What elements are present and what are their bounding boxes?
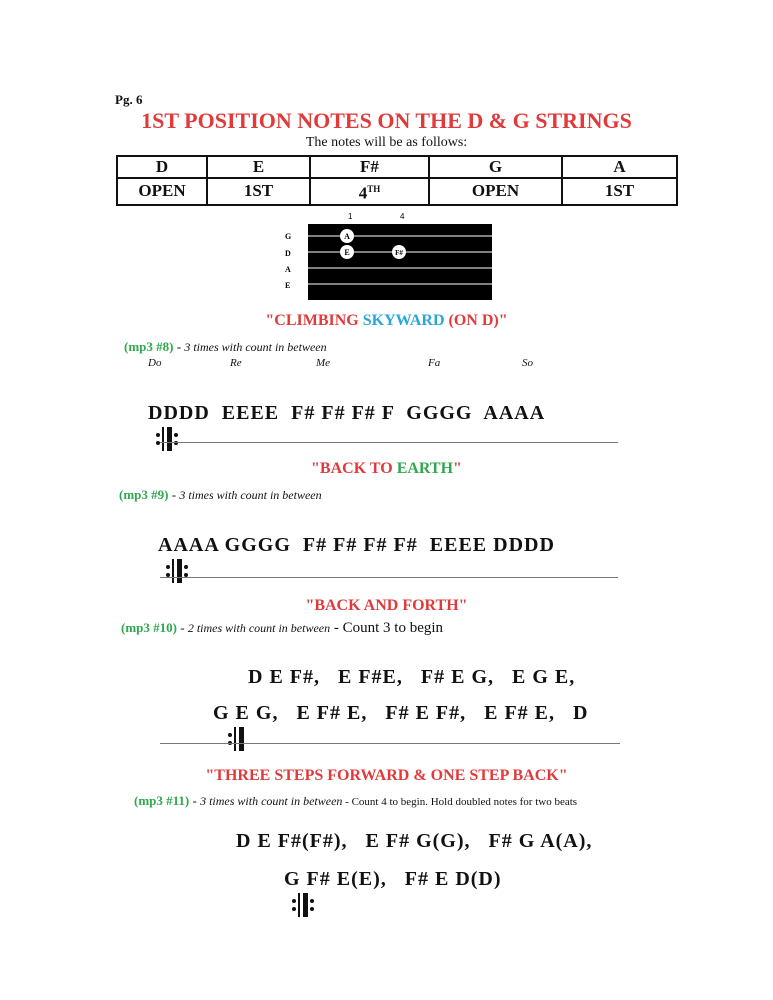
string-label: A	[285, 265, 291, 274]
exercise-title	[0, 597, 773, 615]
position-cell: OPEN	[429, 178, 562, 205]
exercise-title	[0, 767, 773, 785]
mp3-link[interactable]: (mp3 #10)	[121, 620, 177, 635]
fretboard-body	[308, 224, 492, 300]
page-title: 1ST POSITION NOTES ON THE D & G STRINGS	[141, 108, 632, 133]
divider	[160, 743, 620, 744]
notes-row	[117, 156, 677, 178]
finger-dot-label: F#	[395, 249, 403, 257]
note-cell: E	[207, 156, 310, 178]
notes-text: G E G, E F# E, F# E F#, E F# E, D	[213, 702, 589, 724]
finger-dot-label: E	[344, 248, 350, 257]
finger-dot-label: A	[344, 232, 350, 241]
title-part: "CLIMBING	[265, 312, 363, 329]
instruction-text: 3 times with count in between	[200, 794, 343, 808]
solfege-label: So	[522, 357, 533, 369]
instruction-text: 3 times with count in between	[179, 488, 322, 502]
exercise-instruction	[121, 619, 443, 637]
instruction-extra: - Count 3 to begin	[330, 620, 444, 636]
page-number: Pg. 6	[115, 92, 143, 107]
solfege-label: Do	[148, 357, 162, 369]
repeat-sign-icon	[162, 557, 192, 585]
exercise-instruction	[124, 338, 327, 356]
notes-text: D E F#, E F#E, F# E G, E G E,	[248, 666, 576, 688]
separator: -	[189, 793, 201, 808]
position-cell	[310, 178, 429, 205]
positions-row	[117, 178, 677, 205]
title-part: "THREE STEPS FORWARD & ONE STEP BACK"	[205, 767, 568, 784]
divider	[160, 577, 618, 578]
mp3-link[interactable]: (mp3 #9)	[119, 487, 169, 502]
fret-number: 4	[400, 212, 405, 221]
mp3-link[interactable]: (mp3 #11)	[134, 793, 190, 808]
string-label: G	[285, 232, 292, 241]
note-cell: G	[429, 156, 562, 178]
solfege-label: Fa	[428, 357, 441, 369]
title-part: (ON D)"	[444, 312, 508, 329]
notes-text: G F# E(E), F# E D(D)	[284, 868, 502, 890]
notes-line	[276, 850, 502, 919]
position-cell: 1ST	[207, 178, 310, 205]
mp3-link[interactable]: (mp3 #8)	[124, 339, 174, 354]
repeat-end-sign-icon	[225, 725, 245, 753]
exercise-title	[0, 312, 773, 330]
instruction-extra: - Count 4 to begin. Hold doubled notes for two beats	[342, 796, 578, 808]
position-value: 4	[358, 183, 368, 203]
exercise-title	[0, 460, 773, 478]
separator: -	[176, 620, 188, 635]
exercise-instruction	[119, 486, 322, 504]
instruction-text: 2 times with count in between	[187, 621, 331, 635]
separator: -	[173, 339, 185, 354]
notes-line	[150, 516, 555, 585]
notes-table	[116, 155, 678, 206]
position-cell: 1ST	[562, 178, 677, 205]
note-cell: F#	[310, 156, 429, 178]
page-subtitle: The notes will be as follows:	[305, 135, 468, 150]
position-cell: OPEN	[117, 178, 207, 205]
string-label: D	[285, 249, 291, 258]
instruction-text: 3 times with count in between	[184, 340, 327, 354]
notes-line	[240, 648, 575, 689]
position-suffix: TH	[367, 184, 381, 194]
notes-line	[228, 812, 592, 853]
title-part: "	[453, 460, 462, 477]
title-part: SKYWARD	[362, 312, 445, 329]
repeat-sign-icon	[152, 425, 182, 453]
fretboard-diagram	[280, 210, 495, 302]
solfege-label: Re	[230, 357, 242, 369]
fret-number: 1	[348, 212, 353, 221]
note-cell: A	[562, 156, 677, 178]
repeat-sign-icon	[288, 891, 318, 919]
title-part: EARTH	[396, 460, 454, 477]
notes-text: AAAA GGGG F# F# F# F# EEEE DDDD	[158, 534, 555, 556]
string-label: E	[285, 281, 291, 290]
solfege-label: Me	[316, 357, 331, 369]
title-part: "BACK AND FORTH"	[305, 597, 468, 614]
title-part: "BACK TO	[311, 460, 397, 477]
notes-text: D E F#(F#), E F# G(G), F# G A(A),	[236, 830, 593, 852]
separator: -	[168, 487, 180, 502]
note-cell: D	[117, 156, 207, 178]
exercise-instruction	[134, 792, 577, 810]
notes-text: DDDD EEEE F# F# F# F GGGG AAAA	[148, 402, 546, 424]
divider	[160, 442, 618, 443]
